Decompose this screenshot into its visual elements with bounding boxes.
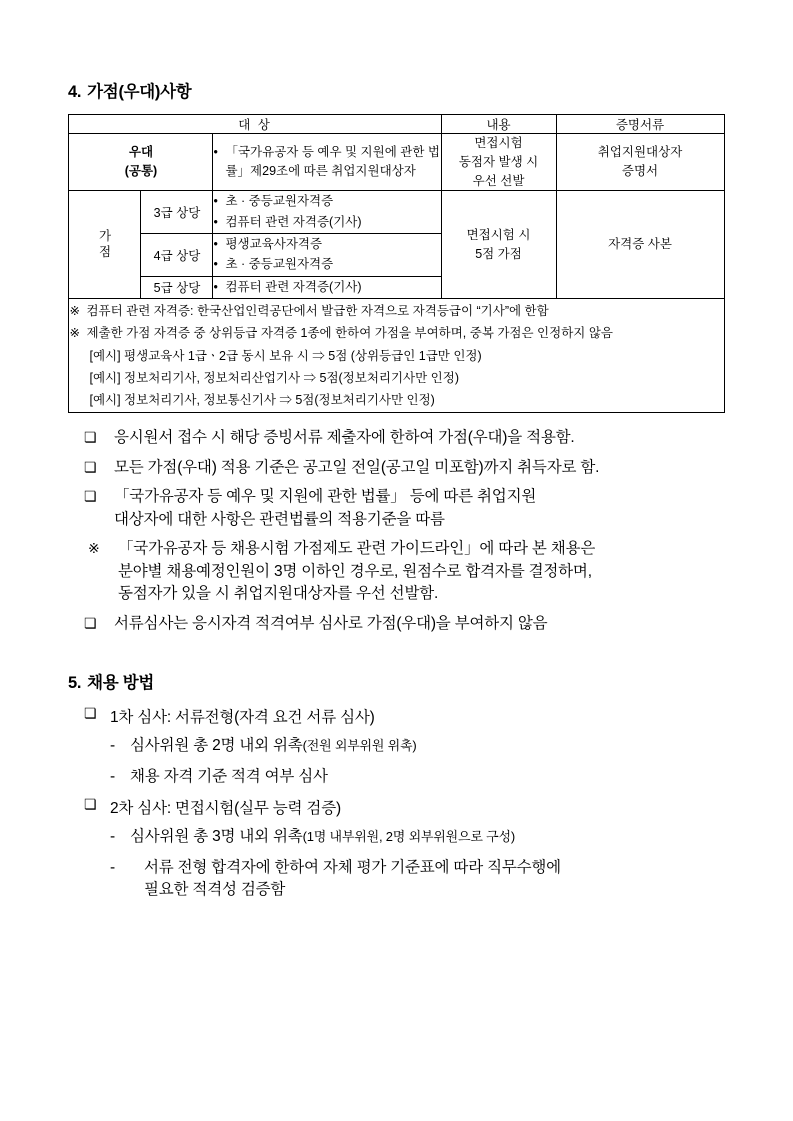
proof-line-2: 증명서 (621, 164, 659, 179)
bullet-item-note (84, 538, 731, 605)
bullet-text: 동점자가 있을 시 취업지원대상자를 우선 선발함. (118, 585, 439, 603)
section-4-heading (68, 78, 731, 102)
list-item-text: 필요한 적격성 검증함 (144, 881, 286, 898)
header-target: 대 상 (69, 115, 441, 134)
list-item: • 「국가유공자 등 예우 및 지원에 관한 법률」제29조에 따른 취업지원대상자 (213, 143, 440, 182)
content-line-3: 우선 선발 (472, 173, 525, 188)
row-category-udae (69, 134, 213, 191)
benefits-table (68, 114, 724, 413)
dash-marker-icon: - (110, 828, 115, 846)
row-items-udae (213, 134, 441, 191)
list-item: • 컴퓨터 관련 자격증(기사) (213, 213, 440, 232)
list-item: • 평생교육사자격증 (213, 235, 440, 254)
gajeom-label-line-2: 점 (98, 244, 112, 259)
grade-items-3 (213, 191, 441, 234)
table-notes-row (69, 299, 724, 413)
bullet-marker-icon: ❏ (84, 614, 97, 631)
list-item (110, 766, 731, 788)
list-item-text: 2차 심사: 면접시험(실무 능력 검증) (110, 800, 341, 818)
dash-marker-icon: - (110, 767, 115, 785)
gajeom-content (441, 191, 556, 299)
list-item (84, 705, 731, 727)
section-5-title: 채용 방법 (87, 674, 155, 693)
proof-line-1: 취업지원대상자 (597, 145, 683, 160)
bullet-marker-icon: ❏ (84, 488, 97, 505)
row-proof-udae (556, 134, 724, 191)
bullet-marker-icon: ❏ (84, 458, 97, 475)
list-item: • 초 · 중등교원자격증 (213, 255, 440, 274)
bullet-text: 「국가유공자 등 채용시험 가점제도 관련 가이드라인」에 따라 본 채용은 (118, 540, 596, 558)
section-4-title: 가점(우대)사항 (87, 83, 192, 101)
list-item (110, 826, 731, 848)
bullet-marker-icon: ❏ (84, 429, 97, 446)
list-item-text: 1차 심사: 서류전형(자격 요건 서류 심사) (110, 709, 375, 727)
bullet-text: 대상자에 대한 사항은 관련법률의 적용기준을 따름 (114, 510, 445, 528)
list-item (110, 857, 731, 902)
grade-items-4 (213, 234, 441, 277)
header-content: 내용 (441, 115, 556, 134)
grade-items-5 (213, 276, 441, 298)
list-item-text: 심사위원 총 3명 내외 위촉 (130, 828, 303, 846)
note-marker-icon: ※ (88, 540, 100, 557)
list-item: • 컴퓨터 관련 자격증(기사) (213, 278, 440, 297)
category-line-2: (공통) (124, 164, 158, 179)
list-item-note: (전원 외부위원 위촉) (302, 738, 417, 754)
section-4-bullets (62, 427, 731, 635)
bullet-text: 응시원서 접수 시 해당 증빙서류 제출자에 한하여 가점(우대)을 적용함. (114, 429, 575, 447)
dash-marker-icon: - (110, 737, 115, 755)
bullet-item (84, 427, 731, 449)
gajeom-label-line-1: 가 (98, 229, 112, 244)
bullet-text: 모든 가점(우대) 적용 기준은 공고일 전일(공고일 미포함)까지 취득자로 함. (114, 458, 600, 476)
note-item: ※ 컴퓨터 관련 자격증: 한국산업인력공단에서 발급한 자격으로 자격등급이 “기사”에 한함 (69, 301, 723, 321)
section-5 (62, 669, 731, 901)
row-content-udae (441, 134, 556, 191)
bullet-marker-icon: ❏ (84, 796, 97, 813)
bullet-text: 「국가유공자 등 예우 및 지원에 관한 법률」 등에 따른 취업지원 (114, 488, 537, 506)
list-item (110, 735, 731, 757)
grade-label-3: 3급 상당 (141, 191, 213, 234)
list-item-note: (1명 내부위원, 2명 외부위원으로 구성) (302, 829, 515, 845)
grade-label-4: 4급 상당 (141, 234, 213, 277)
table-header-row (69, 115, 724, 134)
list-item-text: 서류 전형 합격자에 한하여 자체 평가 기준표에 따라 직무수행에 (144, 858, 561, 876)
content-line-2: 동점자 발생 시 (458, 154, 539, 169)
list-item-text: 심사위원 총 2명 내외 위촉 (130, 737, 303, 755)
list-item (84, 796, 731, 818)
section-5-number: 5. (68, 674, 82, 693)
example-item: [예시] 평생교육사 1급ㆍ2급 동시 보유 시 ⇒ 5점 (상위등급인 1급만 인정) (89, 348, 482, 363)
category-line-1: 우대 (128, 145, 154, 160)
gajeom-content-line-2: 5점 가점 (475, 246, 522, 261)
list-item: • 초 · 중등교원자격증 (213, 192, 440, 211)
dash-marker-icon: - (110, 858, 115, 876)
example-item: [예시] 정보처리기사, 정보통신기사 ⇒ 5점(정보처리기사만 인정) (89, 393, 435, 408)
content-line-1: 면접시험 (474, 136, 523, 150)
bullet-item (84, 457, 731, 479)
gajeom-content-line-1: 면접시험 시 (466, 227, 531, 242)
bullet-marker-icon: ❏ (84, 705, 97, 722)
table-row (69, 191, 724, 234)
bullet-item (84, 613, 731, 635)
bullet-text: 분야별 채용예정인원이 3명 이하인 경우로, 원점수로 합격자를 결정하며, (118, 562, 592, 580)
section-4-number: 4. (68, 83, 82, 101)
list-item-text: 채용 자격 기준 적격 여부 심사 (130, 767, 328, 785)
table-row (69, 134, 724, 191)
gajeom-proof: 자격증 사본 (556, 191, 724, 299)
header-proof: 증명서류 (556, 115, 724, 134)
table-notes (69, 299, 724, 413)
row-category-gajeom (69, 191, 141, 299)
grade-label-5: 5급 상당 (141, 276, 213, 298)
bullet-text: 서류심사는 응시자격 적격여부 심사로 가점(우대)을 부여하지 않음 (114, 614, 548, 632)
bullet-item (84, 486, 731, 531)
section-5-heading (68, 669, 731, 693)
note-item: ※ 제출한 가점 자격증 중 상위등급 자격증 1종에 한하여 가점을 부여하며, 중복 가점은 인정하지 않음 (69, 323, 723, 343)
example-item: [예시] 정보처리기사, 정보처리산업기사 ⇒ 5점(정보처리기사만 인정) (89, 370, 459, 385)
